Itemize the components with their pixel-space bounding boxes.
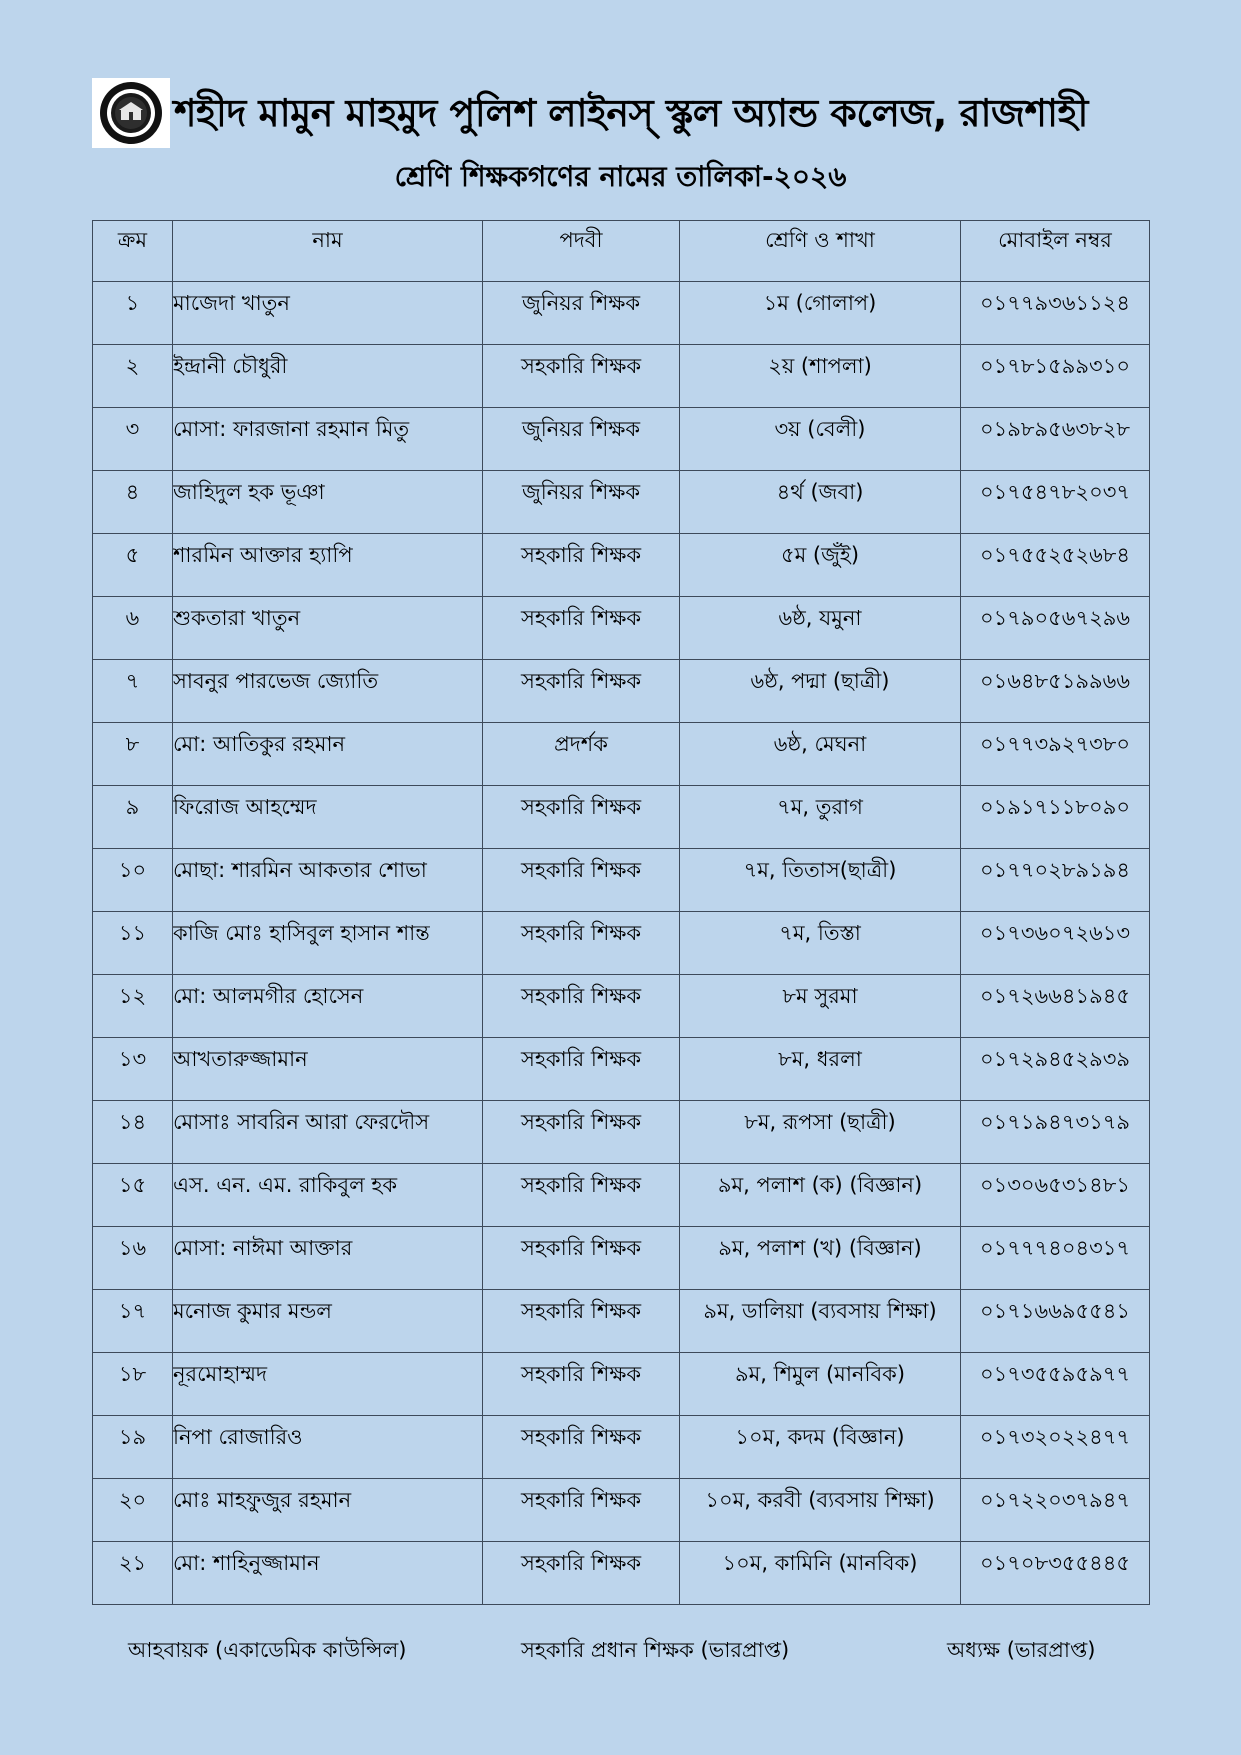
name-cell: মোসা: ফারজানা রহমান মিতু bbox=[173, 408, 483, 471]
document-header bbox=[92, 78, 1172, 148]
table-row bbox=[93, 1101, 1150, 1164]
table-row bbox=[93, 1479, 1150, 1542]
class-section-cell: ১০ম, করবী (ব্যবসায় শিক্ষা) bbox=[680, 1479, 961, 1542]
mobile-cell: ০১৩০৬৫৩১৪৮১ bbox=[961, 1164, 1150, 1227]
serial-cell: ১৭ bbox=[93, 1290, 173, 1353]
name-cell: মোসা: নাঈমা আক্তার bbox=[173, 1227, 483, 1290]
serial-cell: ১৯ bbox=[93, 1416, 173, 1479]
serial-cell: ১১ bbox=[93, 912, 173, 975]
table-row bbox=[93, 975, 1150, 1038]
serial-cell: ১২ bbox=[93, 975, 173, 1038]
name-cell: মাজেদা খাতুন bbox=[173, 282, 483, 345]
designation-cell: সহকারি শিক্ষক bbox=[483, 849, 680, 912]
designation-cell: সহকারি শিক্ষক bbox=[483, 1542, 680, 1605]
mobile-cell: ০১৭৭৭৪০৪৩১৭ bbox=[961, 1227, 1150, 1290]
name-cell: শারমিন আক্তার হ্যাপি bbox=[173, 534, 483, 597]
mobile-cell: ০১৭২২০৩৭৯৪৭ bbox=[961, 1479, 1150, 1542]
designation-cell: সহকারি শিক্ষক bbox=[483, 534, 680, 597]
table-row bbox=[93, 1038, 1150, 1101]
designation-cell: জুনিয়র শিক্ষক bbox=[483, 282, 680, 345]
mobile-cell: ০১৭০৮৩৫৫৪৪৫ bbox=[961, 1542, 1150, 1605]
name-cell: কাজি মোঃ হাসিবুল হাসান শান্ত bbox=[173, 912, 483, 975]
teacher-list-table bbox=[92, 220, 1150, 1605]
serial-cell: ২১ bbox=[93, 1542, 173, 1605]
serial-cell: ২ bbox=[93, 345, 173, 408]
class-section-cell: ৯ম, পলাশ (খ) (বিজ্ঞান) bbox=[680, 1227, 961, 1290]
school-name: শহীদ মামুন মাহমুদ পুলিশ লাইনস্ স্কুল অ্যান্ড কলেজ, রাজশাহী bbox=[174, 91, 1088, 135]
designation-cell: সহকারি শিক্ষক bbox=[483, 660, 680, 723]
class-section-cell: ৭ম, তুরাগ bbox=[680, 786, 961, 849]
class-section-cell: ৫ম (জুঁই) bbox=[680, 534, 961, 597]
table-row bbox=[93, 345, 1150, 408]
designation-cell: সহকারি শিক্ষক bbox=[483, 1353, 680, 1416]
name-cell: জাহিদুল হক ভূঞা bbox=[173, 471, 483, 534]
class-section-cell: ২য় (শাপলা) bbox=[680, 345, 961, 408]
class-section-cell: ৯ম, ডালিয়া (ব্যবসায় শিক্ষা) bbox=[680, 1290, 961, 1353]
table-header-row bbox=[93, 221, 1150, 282]
class-section-cell: ৮ম, ধরলা bbox=[680, 1038, 961, 1101]
name-cell: মোঃ মাহফুজুর রহমান bbox=[173, 1479, 483, 1542]
mobile-cell: ০১৭৫৪৭৮২০৩৭ bbox=[961, 471, 1150, 534]
name-cell: নিপা রোজারিও bbox=[173, 1416, 483, 1479]
table-row bbox=[93, 282, 1150, 345]
name-cell: মোসাঃ সাবরিন আরা ফেরদৌস bbox=[173, 1101, 483, 1164]
name-cell: সাবনুর পারভেজ জ্যোতি bbox=[173, 660, 483, 723]
table-row bbox=[93, 408, 1150, 471]
mobile-cell: ০১৭৯০৫৬৭২৯৬ bbox=[961, 597, 1150, 660]
class-section-cell: ৭ম, তিস্তা bbox=[680, 912, 961, 975]
name-cell: নূরমোহাম্মদ bbox=[173, 1353, 483, 1416]
class-section-cell: ৬ষ্ঠ, মেঘনা bbox=[680, 723, 961, 786]
serial-cell: ২০ bbox=[93, 1479, 173, 1542]
designation-cell: সহকারি শিক্ষক bbox=[483, 786, 680, 849]
class-section-cell: ৯ম, পলাশ (ক) (বিজ্ঞান) bbox=[680, 1164, 961, 1227]
table-row bbox=[93, 1542, 1150, 1605]
designation-cell: সহকারি শিক্ষক bbox=[483, 597, 680, 660]
mobile-cell: ০১৭২৬৬৪১৯৪৫ bbox=[961, 975, 1150, 1038]
column-header-designation: পদবী bbox=[483, 221, 680, 282]
mobile-cell: ০১৭২৯৪৫২৯৩৯ bbox=[961, 1038, 1150, 1101]
table-row bbox=[93, 1416, 1150, 1479]
class-section-cell: ৯ম, শিমুল (মানবিক) bbox=[680, 1353, 961, 1416]
class-section-cell: ১ম (গোলাপ) bbox=[680, 282, 961, 345]
mobile-cell: ০১৭৭০২৮৯১৯৪ bbox=[961, 849, 1150, 912]
list-title: শ্রেণি শিক্ষকগণের নামের তালিকা-২০২৬ bbox=[394, 160, 847, 193]
serial-cell: ১৮ bbox=[93, 1353, 173, 1416]
table-row bbox=[93, 723, 1150, 786]
designation-cell: সহকারি শিক্ষক bbox=[483, 1227, 680, 1290]
table-row bbox=[93, 1164, 1150, 1227]
column-header-mobile: মোবাইল নম্বর bbox=[961, 221, 1150, 282]
signature-principal: অধ্যক্ষ (ভারপ্রাপ্ত) bbox=[947, 1638, 1096, 1662]
class-section-cell: ৭ম, তিতাস(ছাত্রী) bbox=[680, 849, 961, 912]
serial-cell: ১৪ bbox=[93, 1101, 173, 1164]
table-row bbox=[93, 786, 1150, 849]
table-row bbox=[93, 1353, 1150, 1416]
serial-cell: ১৩ bbox=[93, 1038, 173, 1101]
serial-cell: ৭ bbox=[93, 660, 173, 723]
designation-cell: সহকারি শিক্ষক bbox=[483, 1290, 680, 1353]
serial-cell: ৪ bbox=[93, 471, 173, 534]
table-row bbox=[93, 597, 1150, 660]
serial-cell: ৬ bbox=[93, 597, 173, 660]
name-cell: মো: আলমগীর হোসেন bbox=[173, 975, 483, 1038]
name-cell: ইন্দ্রানী চৌধুরী bbox=[173, 345, 483, 408]
column-header-serial: ক্রম bbox=[93, 221, 173, 282]
serial-cell: ৩ bbox=[93, 408, 173, 471]
table-row bbox=[93, 471, 1150, 534]
class-section-cell: ৬ষ্ঠ, পদ্মা (ছাত্রী) bbox=[680, 660, 961, 723]
name-cell: আখতারুজ্জামান bbox=[173, 1038, 483, 1101]
name-cell: শুকতারা খাতুন bbox=[173, 597, 483, 660]
mobile-cell: ০১৭৭৩৯২৭৩৮০ bbox=[961, 723, 1150, 786]
class-section-cell: ৮ম সুরমা bbox=[680, 975, 961, 1038]
designation-cell: প্রদর্শক bbox=[483, 723, 680, 786]
name-cell: মো: আতিকুর রহমান bbox=[173, 723, 483, 786]
mobile-cell: ০১৯৮৯৫৬৩৮২৮ bbox=[961, 408, 1150, 471]
designation-cell: সহকারি শিক্ষক bbox=[483, 1101, 680, 1164]
mobile-cell: ০১৭১৬৬৯৫৫৪১ bbox=[961, 1290, 1150, 1353]
class-section-cell: ৬ষ্ঠ, যমুনা bbox=[680, 597, 961, 660]
mobile-cell: ০১৭১৯৪৭৩১৭৯ bbox=[961, 1101, 1150, 1164]
mobile-cell: ০১৭৩৫৫৯৫৯৭৭ bbox=[961, 1353, 1150, 1416]
name-cell: মো: শাহিনুজ্জামান bbox=[173, 1542, 483, 1605]
serial-cell: ১৬ bbox=[93, 1227, 173, 1290]
serial-cell: ৯ bbox=[93, 786, 173, 849]
class-section-cell: ৩য় (বেলী) bbox=[680, 408, 961, 471]
table-row bbox=[93, 912, 1150, 975]
designation-cell: সহকারি শিক্ষক bbox=[483, 1038, 680, 1101]
serial-cell: ১ bbox=[93, 282, 173, 345]
class-section-cell: ৪র্থ (জবা) bbox=[680, 471, 961, 534]
designation-cell: সহকারি শিক্ষক bbox=[483, 345, 680, 408]
mobile-cell: ০১৭৩২০২২৪৭৭ bbox=[961, 1416, 1150, 1479]
class-section-cell: ৮ম, রূপসা (ছাত্রী) bbox=[680, 1101, 961, 1164]
table-row bbox=[93, 660, 1150, 723]
name-cell: মনোজ কুমার মন্ডল bbox=[173, 1290, 483, 1353]
mobile-cell: ০১৯১৭১১৮০৯০ bbox=[961, 786, 1150, 849]
table-row bbox=[93, 1290, 1150, 1353]
name-cell: ফিরোজ আহম্মেদ bbox=[173, 786, 483, 849]
table-row bbox=[93, 849, 1150, 912]
table-row bbox=[93, 1227, 1150, 1290]
class-section-cell: ১০ম, কদম (বিজ্ঞান) bbox=[680, 1416, 961, 1479]
mobile-cell: ০১৬৪৮৫১৯৯৬৬ bbox=[961, 660, 1150, 723]
school-crest-icon bbox=[92, 78, 170, 148]
serial-cell: ৮ bbox=[93, 723, 173, 786]
designation-cell: সহকারি শিক্ষক bbox=[483, 975, 680, 1038]
mobile-cell: ০১৭৫৫২৫২৬৮৪ bbox=[961, 534, 1150, 597]
designation-cell: সহকারি শিক্ষক bbox=[483, 1479, 680, 1542]
class-section-cell: ১০ম, কামিনি (মানবিক) bbox=[680, 1542, 961, 1605]
designation-cell: সহকারি শিক্ষক bbox=[483, 1164, 680, 1227]
designation-cell: সহকারি শিক্ষক bbox=[483, 912, 680, 975]
column-header-name: নাম bbox=[173, 221, 483, 282]
serial-cell: ১৫ bbox=[93, 1164, 173, 1227]
mobile-cell: ০১৭৭৯৩৬১১২৪ bbox=[961, 282, 1150, 345]
mobile-cell: ০১৭৩৬০৭২৬১৩ bbox=[961, 912, 1150, 975]
serial-cell: ৫ bbox=[93, 534, 173, 597]
signature-convener: আহবায়ক (একাডেমিক কাউন্সিল) bbox=[128, 1638, 407, 1662]
name-cell: মোছা: শারমিন আকতার শোভা bbox=[173, 849, 483, 912]
column-header-class: শ্রেণি ও শাখা bbox=[680, 221, 961, 282]
mobile-cell: ০১৭৮১৫৯৯৩১০ bbox=[961, 345, 1150, 408]
serial-cell: ১০ bbox=[93, 849, 173, 912]
table-body bbox=[93, 282, 1150, 1605]
table-row bbox=[93, 534, 1150, 597]
name-cell: এস. এন. এম. রাকিবুল হক bbox=[173, 1164, 483, 1227]
designation-cell: জুনিয়র শিক্ষক bbox=[483, 471, 680, 534]
designation-cell: সহকারি শিক্ষক bbox=[483, 1416, 680, 1479]
designation-cell: জুনিয়র শিক্ষক bbox=[483, 408, 680, 471]
signature-assistant-head: সহকারি প্রধান শিক্ষক (ভারপ্রাপ্ত) bbox=[521, 1638, 790, 1662]
